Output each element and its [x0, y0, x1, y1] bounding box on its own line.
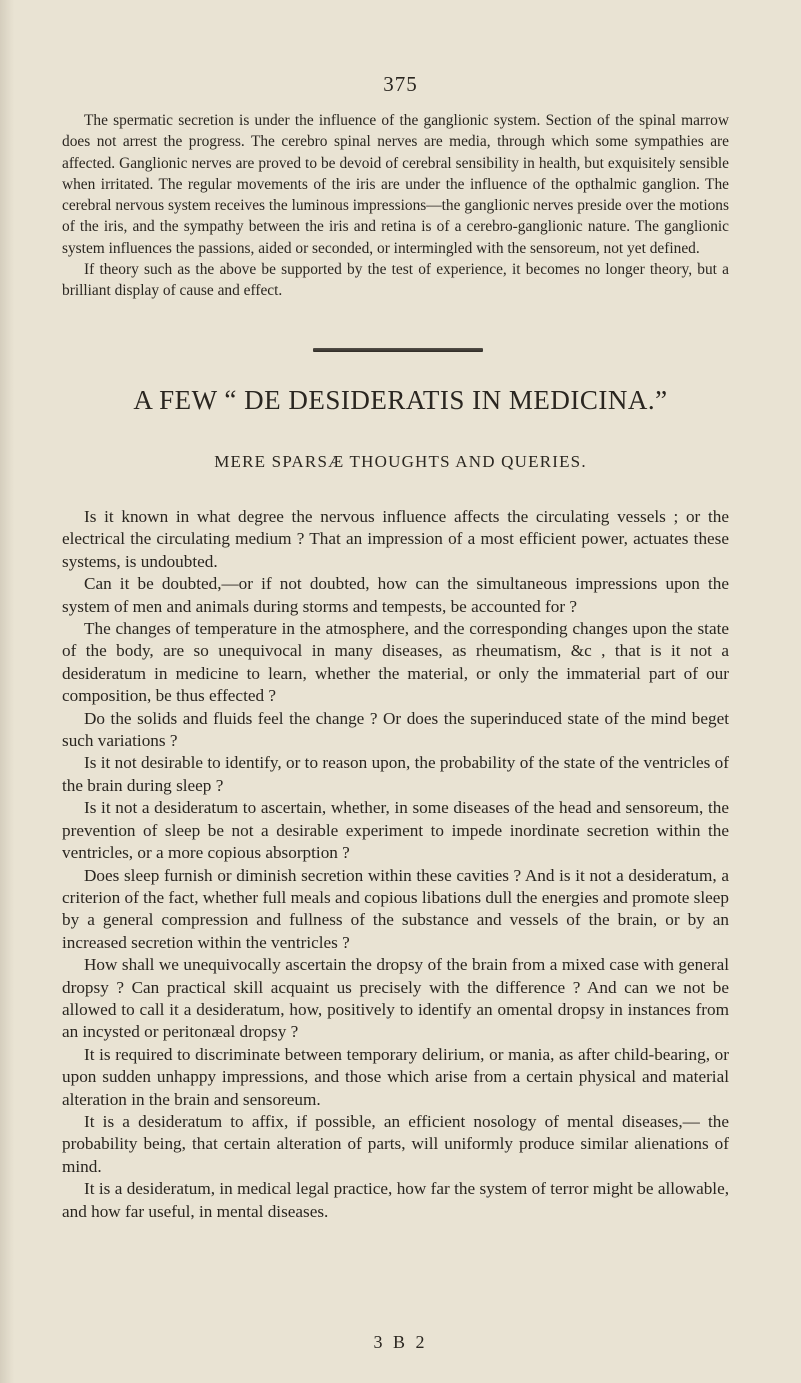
paragraph: Does sleep furnish or diminish secretion within these cavities ? And is it not a desideratum, a criterion of the fact, whether full meals and copious libations dull the energies and promote sleep by a general compression and fullness of the substance and vessels of the brain, or by an increased secretion within the ventricles ?	[62, 865, 729, 952]
top-text-block	[62, 110, 729, 302]
paragraph: If theory such as the above be supported by the test of experience, it becomes no longer theory, but a brilliant display of cause and effect.	[62, 261, 729, 300]
paragraph: The spermatic secretion is under the influence of the ganglionic system. Section of the spinal marrow does not arrest the progress. The cerebro spinal nerves are media, through which some sympathies are affected. Ganglionic nerves are proved to be devoid of cerebral sensibility in health, but exquisitely sensible when irritated. The regular movements of the iris are under the influence of the opthalmic ganglion. The cerebral nervous system receives the luminous impressions—the ganglionic nerves preside over the motions of the iris, and the sympathy between the iris and retina is of a cerebro-ganglionic nature. The ganglionic system influences the passions, aided or seconded, or intermingled with the sensoreum, not yet defined.	[62, 112, 729, 257]
paragraph: Can it be doubted,—or if not doubted, how can the simultaneous impressions upon the system of men and animals during storms and tempests, be accounted for ?	[62, 574, 729, 616]
page-number: 375	[383, 72, 418, 96]
paragraph: It is required to discriminate between temporary delirium, or mania, as after child-bearing, or upon sudden unhappy impressions, and those which arise from a certain physical and material alteration in the brain and sensoreum.	[62, 1044, 729, 1109]
main-text-block	[62, 506, 729, 1223]
paragraph: Is it known in what degree the nervous influence affects the circulating vessels ; or the electrical the circulating medium ? That an impression of a most efficient power, actuates these systems, is undoubted.	[62, 507, 729, 571]
paragraph: Is it not a desideratum to ascertain, whether, in some diseases of the head and sensoreum, the prevention of sleep be not a desirable experiment to impede inordinate secretion within the ventricles, or a more copious absorption ?	[62, 798, 729, 863]
section-subheading: MERE SPARSÆ THOUGHTS AND QUERIES.	[214, 452, 587, 471]
paragraph: It is a desideratum, in medical legal practice, how far the system of terror might be allowable, and how far useful, in mental diseases.	[62, 1179, 729, 1221]
paragraph: Do the solids and fluids feel the change ? Or does the superinduced state of the mind beget such variations ?	[62, 708, 729, 751]
signature-mark: 3 B 2	[373, 1332, 428, 1352]
paragraph: The changes of temperature in the atmosphere, and the corresponding changes upon the state of the body, are so unequivocal in many diseases, as rheumatism, &c , that is it not a desideratum in medicine to learn, whether the material, or only the immaterial part of our composition, be thus effected ?	[62, 619, 729, 706]
page-edge-shadow	[0, 0, 14, 1383]
paragraph: How shall we unequivocally ascertain the dropsy of the brain from a mixed case with general dropsy ? Can practical skill acquaint us precisely with the difference ? And can we not be allowed to call it a desideratum, how, positively to identify an omental dropsy in instances from an incysted or peritonæal dropsy ?	[62, 955, 729, 1042]
paragraph: Is it not desirable to identify, or to reason upon, the probability of the state of the ventricles of the brain during sleep ?	[62, 753, 729, 795]
section-divider-rule	[313, 348, 483, 352]
paragraph: It is a desideratum to affix, if possible, an efficient nosology of mental diseases,— the probability being, that certain alteration of parts, will uniformly produce similar alienations of mind.	[62, 1111, 729, 1176]
section-heading: A FEW “ DE DESIDERATIS IN MEDICINA.”	[133, 385, 668, 415]
